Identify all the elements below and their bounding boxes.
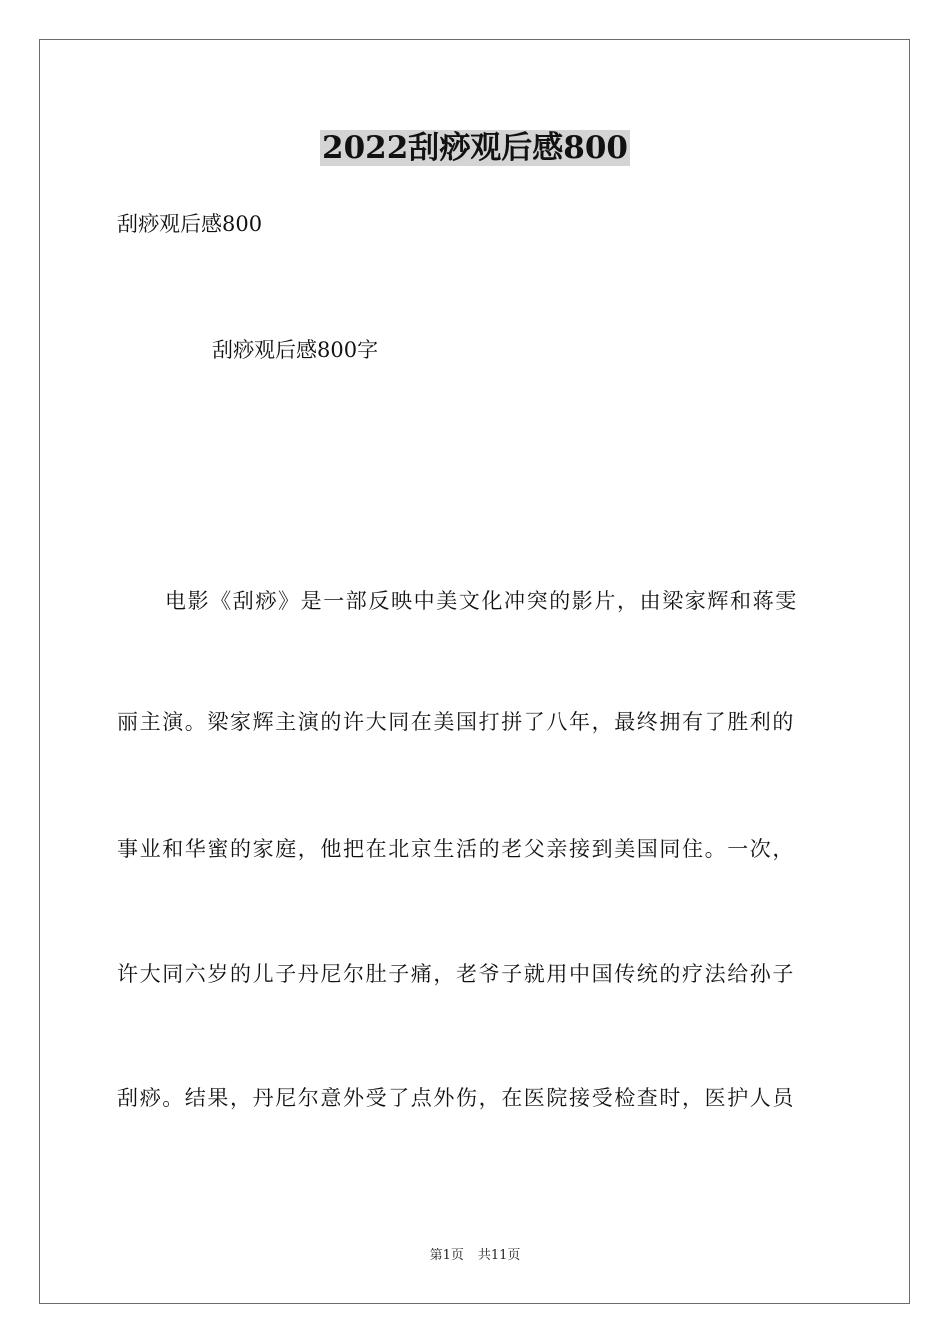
- body-paragraph-line: 事业和华蜜的家庭，他把在北京生活的老父亲接到美国同住。一次，: [117, 837, 795, 861]
- document-subtitle: 刮痧观后感800: [117, 212, 263, 236]
- document-title: [0, 128, 950, 168]
- body-paragraph-line: 刮痧。结果，丹尼尔意外受了点外伤，在医院接受检查时，医护人员: [117, 1086, 795, 1110]
- body-paragraph-line: 丽主演。梁家辉主演的许大同在美国打拼了八年，最终拥有了胜利的: [117, 710, 795, 734]
- page-number-current: 第1页: [429, 1248, 464, 1263]
- document-subheading: 刮痧观后感800字: [212, 338, 379, 362]
- body-paragraph-line: 许大同六岁的儿子丹尼尔肚子痛，老爷子就用中国传统的疗法给孙子: [117, 962, 795, 986]
- page-number-total: 共11页: [477, 1248, 521, 1263]
- document-title-text: 2022刮痧观后感800: [322, 130, 628, 166]
- page-footer: [0, 1247, 950, 1265]
- body-paragraph-line: 电影《刮痧》是一部反映中美文化冲突的影片，由梁家辉和蒋雯: [165, 589, 798, 613]
